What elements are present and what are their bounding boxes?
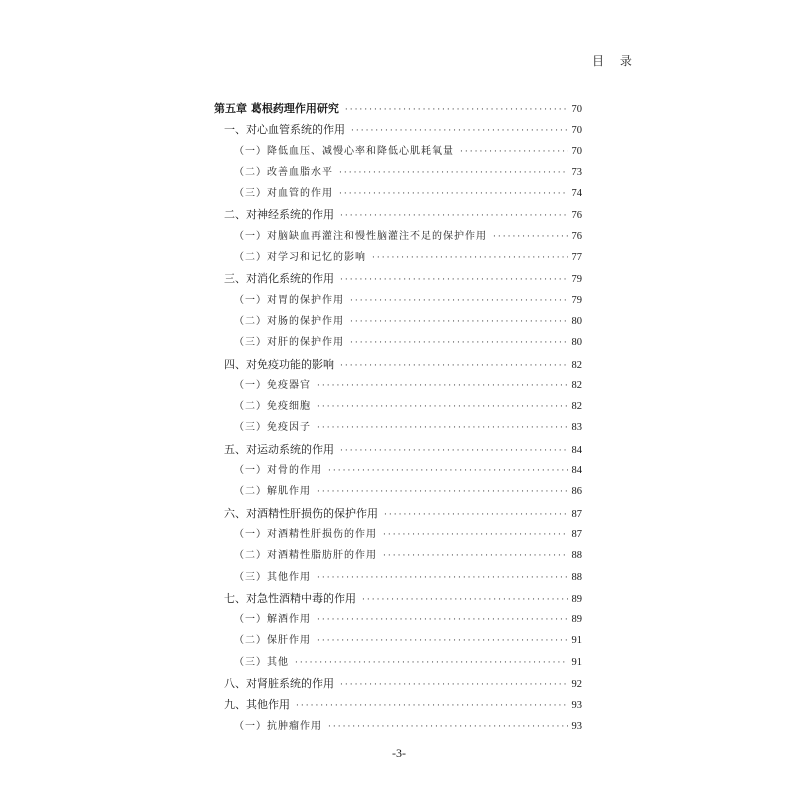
toc-entry-label: 一、对心血管系统的作用 bbox=[224, 123, 345, 137]
toc-entry-label: 九、其他作用 bbox=[224, 698, 290, 712]
toc-entry-label: 五、对运动系统的作用 bbox=[224, 442, 334, 456]
toc-entry-section[interactable] bbox=[214, 503, 582, 524]
toc-entry-page: 86 bbox=[571, 486, 582, 498]
toc-entry-label: 七、对急性酒精中毒的作用 bbox=[224, 591, 356, 605]
toc-entry-page: 80 bbox=[571, 315, 582, 327]
toc-entry-sub[interactable] bbox=[214, 162, 582, 183]
toc-entry-label: （一）解酒作用 bbox=[234, 614, 311, 626]
toc-entry-label: 三、对消化系统的作用 bbox=[224, 272, 334, 286]
toc-entry-page: 82 bbox=[571, 359, 582, 371]
dot-leader bbox=[493, 227, 568, 248]
toc-entry-page: 84 bbox=[571, 465, 582, 477]
toc-entry-section[interactable] bbox=[214, 268, 582, 289]
dot-leader bbox=[345, 100, 568, 121]
toc-entry-page: 76 bbox=[571, 210, 582, 222]
dot-leader bbox=[339, 184, 568, 205]
toc-entry-label: （二）对酒精性脂肪肝的作用 bbox=[234, 550, 377, 562]
dot-leader bbox=[350, 312, 568, 333]
dot-leader bbox=[362, 590, 568, 611]
toc-entry-sub[interactable] bbox=[214, 630, 582, 651]
toc-entry-sub[interactable] bbox=[214, 396, 582, 417]
toc-entry-label: （三）免疫因子 bbox=[234, 422, 311, 434]
toc-entry-sub[interactable] bbox=[214, 567, 582, 588]
toc-entry-sub[interactable] bbox=[214, 311, 582, 332]
toc-entry-sub[interactable] bbox=[214, 183, 582, 204]
toc-entry-label: （二）改善血脂水平 bbox=[234, 166, 333, 178]
toc-entry-section[interactable] bbox=[214, 588, 582, 609]
toc-entry-page: 88 bbox=[571, 550, 582, 562]
toc-entry-page: 79 bbox=[571, 294, 582, 306]
page-header-title: 目 录 bbox=[592, 54, 638, 68]
toc-entry-page: 70 bbox=[571, 145, 582, 157]
toc-entry-page: 93 bbox=[571, 700, 582, 712]
toc-entry-section[interactable] bbox=[214, 204, 582, 225]
toc-entry-label: 第五章 葛根药理作用研究 bbox=[214, 102, 339, 115]
toc-entry-page: 70 bbox=[571, 104, 582, 115]
dot-leader bbox=[317, 376, 568, 397]
toc-entry-label: （二）免疫细胞 bbox=[234, 401, 311, 413]
toc-entry-page: 76 bbox=[571, 230, 582, 242]
dot-leader bbox=[340, 270, 568, 291]
dot-leader bbox=[384, 505, 568, 526]
dot-leader bbox=[339, 163, 568, 184]
dot-leader bbox=[350, 333, 568, 354]
toc-entry-sub[interactable] bbox=[214, 652, 582, 673]
page-number: -3- bbox=[392, 746, 406, 760]
dot-leader bbox=[328, 717, 568, 738]
dot-leader bbox=[340, 356, 568, 377]
toc-entry-page: 87 bbox=[571, 528, 582, 540]
dot-leader bbox=[351, 121, 568, 142]
toc-entry-chapter[interactable] bbox=[214, 98, 582, 119]
toc-entry-label: （三）对肝的保护作用 bbox=[234, 337, 344, 349]
toc-entry-page: 83 bbox=[571, 422, 582, 434]
toc-entry-sub[interactable] bbox=[214, 417, 582, 438]
toc-entry-section[interactable] bbox=[214, 439, 582, 460]
toc-entry-label: （二）对肠的保护作用 bbox=[234, 315, 344, 327]
toc-entry-page: 87 bbox=[571, 508, 582, 520]
toc-entry-page: 93 bbox=[571, 720, 582, 732]
toc-entry-label: （一）对脑缺血再灌注和慢性脑灌注不足的保护作用 bbox=[234, 230, 487, 242]
toc-entry-sub[interactable] bbox=[214, 375, 582, 396]
toc-entry-sub[interactable] bbox=[214, 226, 582, 247]
dot-leader bbox=[460, 142, 568, 163]
toc-entry-label: （一）免疫器官 bbox=[234, 379, 311, 391]
toc-entry-page: 70 bbox=[571, 125, 582, 137]
toc-entry-page: 92 bbox=[571, 679, 582, 691]
toc-entry-sub[interactable] bbox=[214, 716, 582, 737]
toc-entry-section[interactable] bbox=[214, 354, 582, 375]
toc-entry-page: 91 bbox=[571, 656, 582, 668]
toc-entry-label: 六、对酒精性肝损伤的保护作用 bbox=[224, 506, 378, 520]
toc-entry-label: 四、对免疫功能的影响 bbox=[224, 357, 334, 371]
dot-leader bbox=[317, 482, 568, 503]
toc-entry-sub[interactable] bbox=[214, 141, 582, 162]
toc-entry-label: （二）解肌作用 bbox=[234, 486, 311, 498]
toc-entry-sub[interactable] bbox=[214, 609, 582, 630]
toc-entry-sub[interactable] bbox=[214, 460, 582, 481]
table-of-contents bbox=[214, 98, 582, 737]
toc-entry-page: 89 bbox=[571, 614, 582, 626]
toc-entry-label: （三）其他 bbox=[234, 656, 289, 668]
toc-entry-label: 八、对肾脏系统的作用 bbox=[224, 677, 334, 691]
toc-entry-label: （二）保肝作用 bbox=[234, 635, 311, 647]
dot-leader bbox=[340, 441, 568, 462]
toc-entry-sub[interactable] bbox=[214, 481, 582, 502]
toc-entry-page: 77 bbox=[571, 252, 582, 264]
dot-leader bbox=[328, 461, 568, 482]
dot-leader bbox=[296, 696, 568, 717]
toc-entry-page: 73 bbox=[571, 166, 582, 178]
toc-entry-page: 79 bbox=[571, 274, 582, 286]
dot-leader bbox=[340, 206, 568, 227]
dot-leader bbox=[317, 568, 568, 589]
toc-entry-page: 88 bbox=[571, 571, 582, 583]
toc-entry-label: （一）抗肿瘤作用 bbox=[234, 720, 322, 732]
toc-entry-label: 二、对神经系统的作用 bbox=[224, 208, 334, 222]
toc-entry-section[interactable] bbox=[214, 694, 582, 715]
toc-entry-label: （一）对骨的作用 bbox=[234, 465, 322, 477]
dot-leader bbox=[317, 631, 568, 652]
dot-leader bbox=[383, 525, 568, 546]
toc-entry-label: （一）对酒精性肝损伤的作用 bbox=[234, 528, 377, 540]
dot-leader bbox=[383, 546, 568, 567]
dot-leader bbox=[372, 248, 568, 269]
toc-entry-label: （三）对血管的作用 bbox=[234, 188, 333, 200]
toc-entry-sub[interactable] bbox=[214, 332, 582, 353]
toc-entry-page: 82 bbox=[571, 401, 582, 413]
dot-leader bbox=[340, 675, 568, 696]
toc-entry-sub[interactable] bbox=[214, 247, 582, 268]
toc-entry-page: 74 bbox=[571, 188, 582, 200]
toc-entry-sub[interactable] bbox=[214, 545, 582, 566]
dot-leader bbox=[350, 291, 568, 312]
toc-entry-page: 80 bbox=[571, 337, 582, 349]
toc-entry-page: 91 bbox=[571, 635, 582, 647]
toc-entry-sub[interactable] bbox=[214, 524, 582, 545]
toc-entry-label: （一）降低血压、减慢心率和降低心肌耗氧量 bbox=[234, 145, 454, 157]
dot-leader bbox=[317, 418, 568, 439]
toc-entry-page: 84 bbox=[571, 444, 582, 456]
dot-leader bbox=[295, 653, 568, 674]
toc-entry-label: （二）对学习和记忆的影响 bbox=[234, 252, 366, 264]
dot-leader bbox=[317, 610, 568, 631]
dot-leader bbox=[317, 397, 568, 418]
toc-entry-section[interactable] bbox=[214, 673, 582, 694]
toc-entry-page: 82 bbox=[571, 379, 582, 391]
toc-entry-sub[interactable] bbox=[214, 290, 582, 311]
toc-entry-section[interactable] bbox=[214, 119, 582, 140]
toc-entry-label: （一）对胃的保护作用 bbox=[234, 294, 344, 306]
toc-entry-page: 89 bbox=[571, 593, 582, 605]
toc-entry-label: （三）其他作用 bbox=[234, 571, 311, 583]
